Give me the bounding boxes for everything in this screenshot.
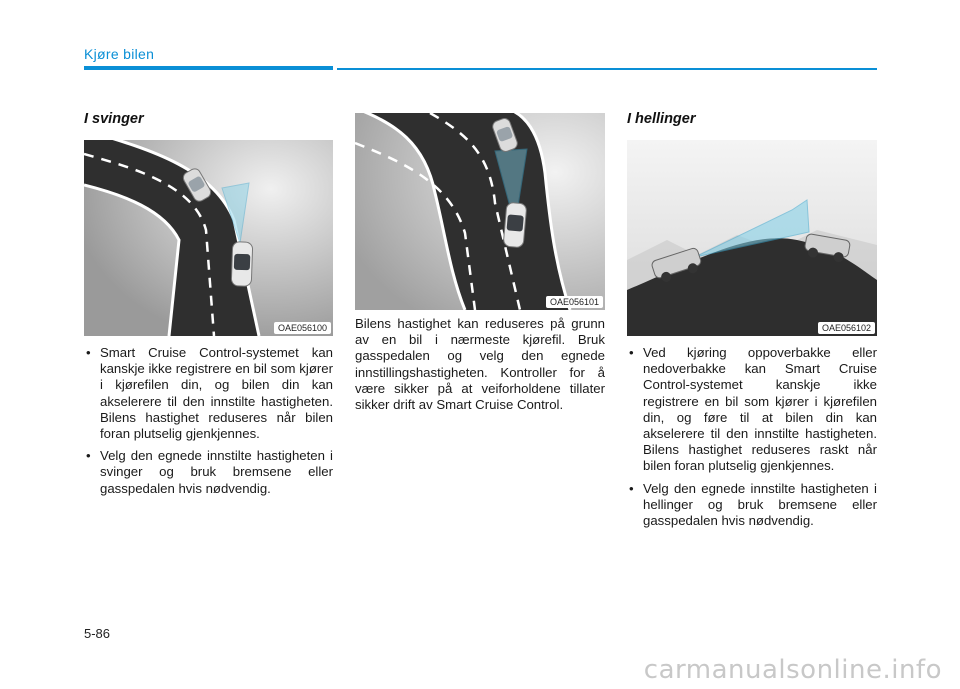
page-number: 5-86 [84,626,111,641]
bullet-symbol: • [86,448,91,464]
bullet-text: Velg den egnede innstilte hastigheten i svinger og bruk bremsene eller gasspedalen hvis nødvendig. [100,448,333,496]
figure-curve-middle [355,113,605,310]
section-header-title: Kjøre bilen [84,46,155,62]
curve-road-illustration [84,140,333,336]
bullet-text: Velg den egnede innstilte hastigheten i hellinger og bruk bremsene eller gasspedalen hvis nødvendig. [643,480,877,529]
heading-curves: I svinger [84,111,144,127]
adjacent-lane-illustration [355,113,605,310]
bullet-text: Ved kjøring oppoverbakke eller nedoverbakke kan Smart Cruise Control-systemet kanskje ikke registrere en bil som kjører i kjørefilen din, og føre til at bilen din kan akselerere til den innstilte hastigheten. Bilens hastighet reduseres raskt når bilen foran plutselig gjenkjennes. [643,345,877,474]
figure-curve-left [84,140,333,336]
bullet-symbol: • [629,480,634,496]
list-item [84,448,333,497]
header-rule-thin [337,68,877,70]
list-item [627,481,877,530]
figure-code-label: OAE056100 [274,322,331,334]
bullet-list-curves [84,345,333,503]
list-item [627,345,877,475]
list-item [84,345,333,442]
figure-code-label: OAE056101 [546,296,603,308]
bullet-symbol: • [86,345,91,360]
bullet-symbol: • [629,345,634,360]
figure-code-label: OAE056102 [818,322,875,334]
hill-illustration [627,140,877,336]
paragraph-adjacent-lane: Bilens hastighet kan reduseres på grunn av en bil i nærmeste kjørefil. Bruk gasspedalen og velg den egnede innstillingshastigheten. Kontroller for å være sikker på at veiforholdene tillater sikker drift av Smart Cruise Control. [355,316,605,413]
watermark-text: carmanualsonline.info [643,655,942,685]
header-rule-thick [84,66,333,70]
heading-slopes: I hellinger [627,111,696,127]
figure-slope [627,140,877,336]
bullet-list-slopes [627,345,877,535]
bullet-text: Smart Cruise Control-systemet kan kanskje ikke registrere en bil som kjører i kjørefilen din, og bilen din kan akselerere til den innstilte hastigheten. Bilens hastighet reduseres når bilen foran plutselig gjenkjennes. [100,345,333,442]
